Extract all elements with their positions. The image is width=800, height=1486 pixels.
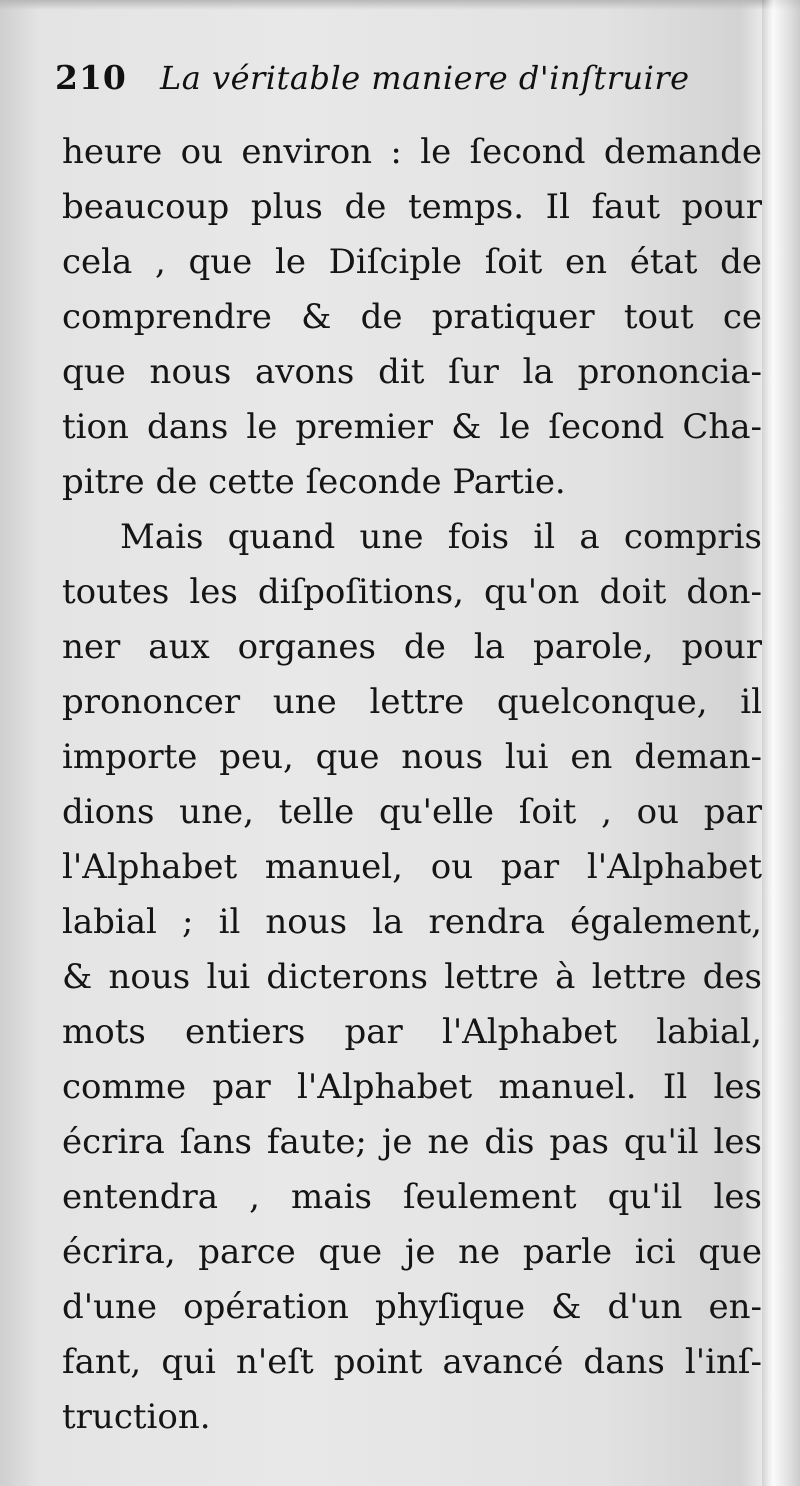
text-line: dions une, telle qu'elle ſoit , ou par bbox=[62, 792, 762, 832]
text-line: comme par l'Alphabet manuel. Il les bbox=[62, 1067, 762, 1107]
text-line: fant, qui n'eſt point avancé dans l'inſ- bbox=[62, 1342, 762, 1382]
text-line: labial ; il nous la rendra également, bbox=[62, 902, 762, 942]
text-line: comprendre & de pratiquer tout ce bbox=[62, 297, 762, 337]
text-line: importe peu, que nous lui en deman- bbox=[62, 737, 762, 777]
text-line: & nous lui dicterons lettre à lettre des bbox=[62, 957, 762, 997]
running-title: La véritable maniere d'inſtruire bbox=[159, 59, 690, 97]
text-line: écrira ſans faute; je ne dis pas qu'il les bbox=[62, 1122, 762, 1162]
text-line: mots entiers par l'Alphabet labial, bbox=[62, 1012, 762, 1052]
text-line: que nous avons dit ſur la prononcia- bbox=[62, 352, 762, 392]
body-text bbox=[62, 125, 762, 1445]
text-line: truction. bbox=[62, 1397, 211, 1437]
text-line: écrira, parce que je ne parle ici que bbox=[62, 1232, 762, 1272]
text-line: toutes les diſpoſitions, qu'on doit don- bbox=[62, 572, 762, 612]
text-line: pitre de cette ſeconde Partie. bbox=[62, 462, 566, 502]
text-line: beaucoup plus de temps. Il faut pour bbox=[62, 187, 762, 227]
text-line: d'une opération phyſique & d'un en- bbox=[62, 1287, 762, 1327]
text-line: cela , que le Diſciple ſoit en état de bbox=[62, 242, 762, 282]
text-line: prononcer une lettre quelconque, il bbox=[62, 682, 762, 722]
page-top-edge bbox=[0, 0, 800, 10]
page-gutter bbox=[762, 0, 800, 1486]
text-line: heure ou environ : le ſecond demande bbox=[62, 132, 762, 172]
text-line: entendra , mais ſeulement qu'il les bbox=[62, 1177, 762, 1217]
page-number: 210 bbox=[55, 58, 127, 97]
text-line: ner aux organes de la parole, pour bbox=[62, 627, 762, 667]
page-header bbox=[55, 58, 690, 97]
text-line: l'Alphabet manuel, ou par l'Alphabet bbox=[62, 847, 762, 887]
text-line: Mais quand une fois il a compris bbox=[120, 517, 762, 557]
text-line: tion dans le premier & le ſecond Cha- bbox=[62, 407, 762, 447]
